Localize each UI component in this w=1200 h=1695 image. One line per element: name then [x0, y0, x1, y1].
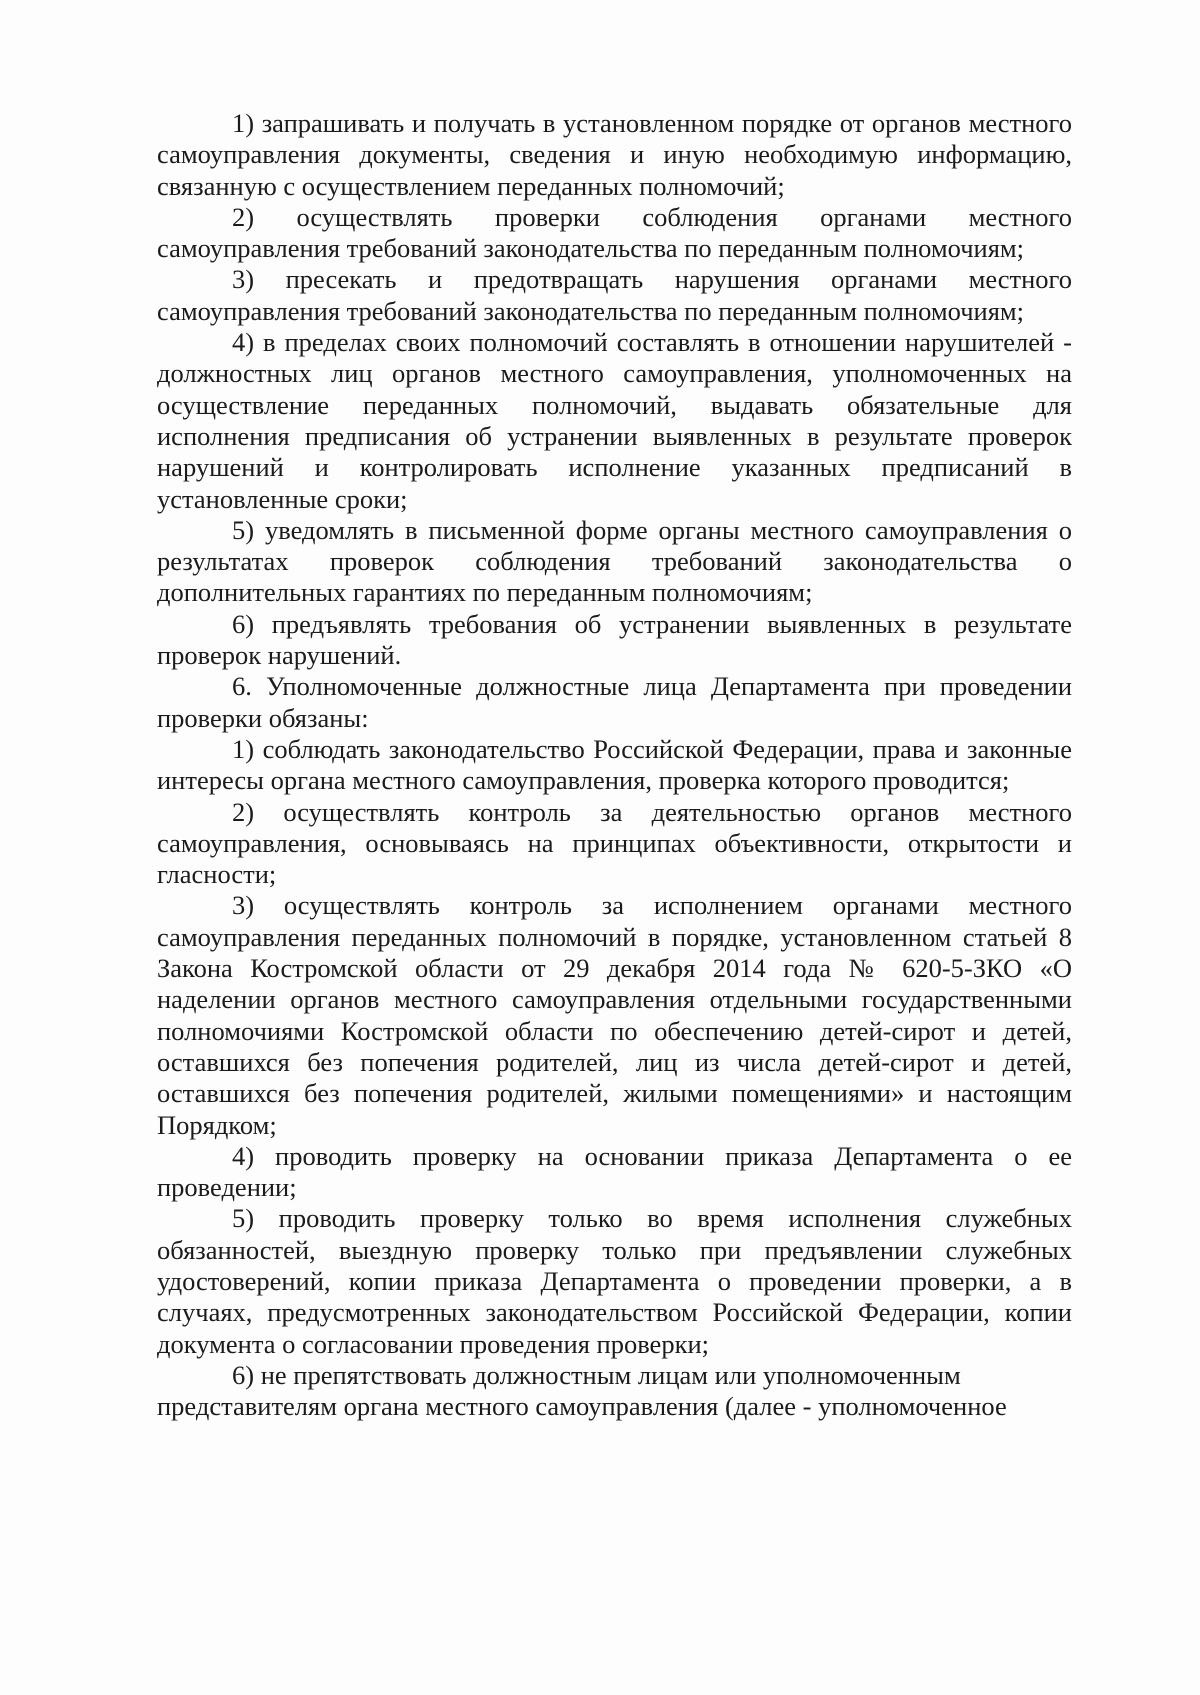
paragraph-duty-5: 5) проводить проверку только во время исполнения служебных обязанностей, выездную проверку только при предъявлении служебных удостоверений, копии приказа Департамента о проведении проверки, а в случаях, предусмотренных законодательством Российской Федерации, копии документа о согласовании проведения проверки; — [157, 1203, 1072, 1359]
paragraph-item-2: 2) осуществлять проверки соблюдения органами местного самоуправления требований законодательства по переданным полномочиям; — [157, 201, 1072, 264]
paragraph-duty-3: 3) осуществлять контроль за исполнением органами местного самоуправления переданных полномочий в порядке, установленном статьей 8 Закона Костромской области от 29 декабря 2014 года № 620-5-ЗКО «О наделении органов местного самоуправления отдельными государственными полномочиями Костромской области по обеспечению детей-сирот и детей, оставшихся без попечения родителей, лиц из числа детей-сирот и детей, оставшихся без попечения родителей, жилыми помещениями» и настоящим Порядком; — [157, 890, 1072, 1140]
paragraph-duty-4: 4) проводить проверку на основании приказа Департамента о ее проведении; — [157, 1140, 1072, 1203]
paragraph-item-5: 5) уведомлять в письменной форме органы местного самоуправления о результатах проверок соблюдения требований законодательства о дополнительных гарантиях по переданным полномочиям; — [157, 514, 1072, 608]
paragraph-duty-2: 2) осуществлять контроль за деятельностью органов местного самоуправления, основываясь на принципах объективности, открытости и гласности; — [157, 796, 1072, 890]
paragraph-duty-1: 1) соблюдать законодательство Российской Федерации, права и законные интересы органа местного самоуправления, проверка которого проводится; — [157, 733, 1072, 796]
document-body — [157, 108, 1072, 1422]
paragraph-section-6: 6. Уполномоченные должностные лица Департамента при проведении проверки обязаны: — [157, 671, 1072, 733]
paragraph-item-3: 3) пресекать и предотвращать нарушения органами местного самоуправления требований законодательства по переданным полномочиям; — [157, 264, 1072, 326]
paragraph-item-1: 1) запрашивать и получать в установленном порядке от органов местного самоуправления документы, сведения и иную необходимую информацию, связанную с осуществлением переданных полномочий; — [157, 108, 1072, 201]
paragraph-item-6: 6) предъявлять требования об устранении выявленных в результате проверок нарушений. — [157, 608, 1072, 671]
paragraph-item-4: 4) в пределах своих полномочий составлять в отношении нарушителей - должностных лиц органов местного самоуправления, уполномоченных на осуществление переданных полномочий, выдавать обязательные для исполнения предписания об устранении выявленных в результате проверок нарушений и контролировать исполнение указанных предписаний в установленные сроки; — [157, 327, 1072, 514]
paragraph-duty-6: 6) не препятствовать должностным лицам или уполномоченным представителям органа местного самоуправления (далее - уполномоченное — [157, 1359, 1007, 1422]
